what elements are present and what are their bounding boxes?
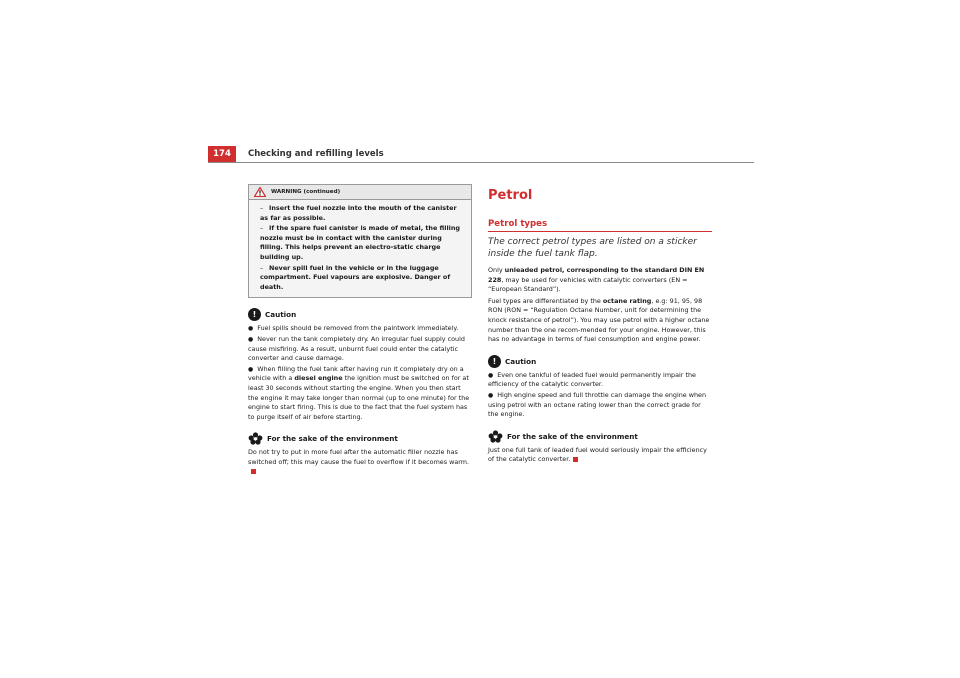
warning-item: – Never spill fuel in the vehicle or in the luggage compartment. Fuel vapours are explosive. Danger of death. bbox=[260, 263, 451, 291]
page-header bbox=[208, 146, 754, 163]
left-column bbox=[248, 184, 472, 479]
section-end-icon bbox=[251, 469, 256, 474]
bullet-icon: ● bbox=[248, 325, 254, 333]
environment-heading: For the sake of the environment bbox=[248, 432, 472, 445]
caution-item: ● Even one tankful of leaded fuel would permanently impair the efficiency of the catalytic converter. bbox=[488, 370, 696, 389]
environment-flower-icon bbox=[248, 432, 263, 445]
right-column bbox=[488, 184, 712, 467]
environment-flower-icon bbox=[488, 430, 503, 443]
bullet-icon: ● bbox=[488, 371, 494, 379]
warning-box bbox=[248, 184, 472, 298]
bullet-icon: ● bbox=[248, 335, 254, 343]
section-end-icon bbox=[573, 457, 578, 462]
caution-item: ● High engine speed and full throttle can damage the engine when using petrol with an octane rating lower than the correct grade for the engine. bbox=[488, 390, 707, 419]
warning-list bbox=[260, 204, 465, 292]
page-number: 174 bbox=[208, 146, 236, 162]
warning-triangle-icon bbox=[254, 187, 266, 197]
caution-item: ● Fuel spills should be removed from the paintwork immediately. bbox=[248, 324, 459, 333]
dash-icon: – bbox=[260, 204, 264, 212]
environment-text: Do not try to put in more fuel after the automatic filler nozzle has switched off; this may cause the fuel to overflow if it becomes warm. bbox=[248, 448, 472, 477]
bullet-icon: ● bbox=[248, 365, 254, 373]
subsection-title: Petrol types bbox=[488, 218, 712, 232]
paragraph: Only unleaded petrol, corresponding to the standard DIN EN 228, may be used for vehicles with catalytic converters (EN = “European Standard”). bbox=[488, 266, 705, 294]
dash-icon: – bbox=[260, 224, 264, 233]
dash-icon: – bbox=[260, 263, 264, 272]
environment-text: Just one full tank of leaded fuel would seriously impair the efficiency of the catalytic converter. bbox=[488, 445, 707, 464]
warning-title-text: WARNING (continued) bbox=[271, 189, 341, 195]
environment-heading: For the sake of the environment bbox=[488, 430, 712, 443]
running-head: Checking and refilling levels bbox=[248, 149, 384, 159]
warning-title bbox=[249, 185, 471, 200]
bullet-icon: ● bbox=[488, 391, 494, 399]
exclamation-icon: ! bbox=[488, 355, 501, 368]
caution-item: ● Never run the tank completely dry. An irregular fuel supply could cause misfiring. As a result, unburnt fuel could enter the catalytic converter and cause damage. bbox=[248, 334, 465, 363]
caution-heading: ! Caution bbox=[488, 355, 712, 368]
caution-heading: ! Caution bbox=[248, 308, 472, 321]
intro-text: The correct petrol types are listed on a sticker inside the fuel tank flap. bbox=[488, 237, 697, 259]
exclamation-icon: ! bbox=[248, 308, 261, 321]
warning-item: – Insert the fuel nozzle into the mouth of the canister as far as possible. bbox=[260, 204, 457, 222]
section-title: Petrol bbox=[488, 188, 533, 203]
paragraph: Fuel types are differentiated by the octane rating, e.g: 91, 95, 98 RON (RON = “Regulation Octane Number, unit for determining the knock resistance of petrol”). You may use petrol with a higher octane number than the one recom-mended for your engine. However, this has no advantage in terms of fuel consumption and engine power. bbox=[488, 296, 710, 344]
warning-item: – If the spare fuel canister is made of metal, the filling nozzle must be in contact with the canister during filling. This helps prevent an electro-static charge building up. bbox=[260, 224, 460, 261]
caution-item: ● When filling the fuel tank after having run it completely dry on a vehicle with a diesel engine the ignition must be switched on for at least 30 seconds without starting the engine. When you then start the engine it may take longer than normal (up to one minute) for the engine to start firing. This is due to the fact that the fuel system has to purge itself of air before starting. bbox=[248, 364, 470, 421]
